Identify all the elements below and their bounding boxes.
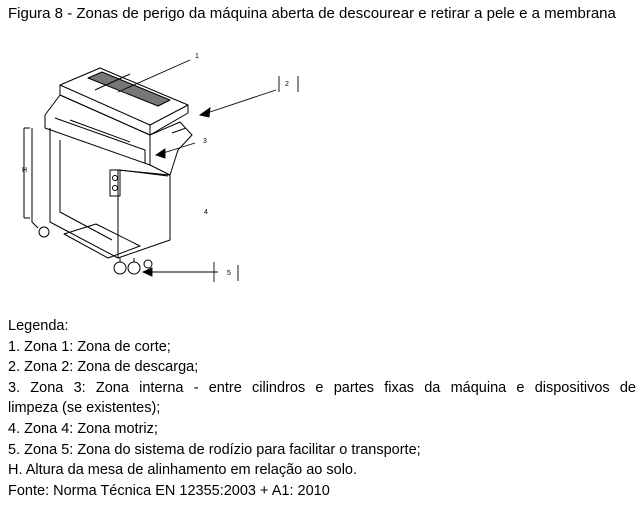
- callout-label-h: H: [22, 167, 28, 174]
- callout-line-1: [118, 60, 190, 92]
- legend-item-h: H. Altura da mesa de alinhamento em relação ao solo.: [8, 462, 358, 479]
- callout-arrow-2: [204, 90, 276, 114]
- callout-label-2: 2: [285, 81, 289, 88]
- legend-item-4: 4. Zona 4: Zona motriz;: [8, 420, 158, 437]
- cutting-roller: [88, 72, 170, 106]
- figure-caption: Figura 8 - Zonas de perigo da máquina aberta de descourear e retirar a pele e a membrana: [8, 5, 616, 22]
- legend-item-5: 5. Zona 5: Zona do sistema de rodízio para facilitar o transporte;: [8, 441, 421, 458]
- legend: [8, 316, 636, 501]
- frame-rear-leg: [32, 128, 38, 228]
- legend-item-2: 2. Zona 2: Zona de descarga;: [8, 359, 199, 376]
- main-body-side: [118, 170, 170, 258]
- caster-wheels: [39, 227, 152, 274]
- callout-label-1: 1: [195, 53, 199, 60]
- legend-source: Fonte: Norma Técnica EN 12355:2003 + A1: 2010: [8, 482, 330, 499]
- legend-item-1: 1. Zona 1: Zona de corte;: [8, 338, 171, 355]
- base-shelf: [64, 224, 140, 258]
- legend-title: Legenda:: [8, 318, 69, 334]
- legend-item-3: 3. Zona 3: Zona interna - entre cilindros e partes fixas da máquina e dispositivos de: [8, 379, 636, 396]
- callout-label-5: 5: [227, 270, 231, 277]
- machine-diagram: [0, 30, 643, 315]
- discharge-chute: [150, 122, 192, 175]
- callout-label-3: 3: [203, 138, 207, 145]
- legend-item-3-continued: limpeza (se existentes);: [8, 400, 161, 417]
- callout-label-4: 4: [204, 209, 208, 216]
